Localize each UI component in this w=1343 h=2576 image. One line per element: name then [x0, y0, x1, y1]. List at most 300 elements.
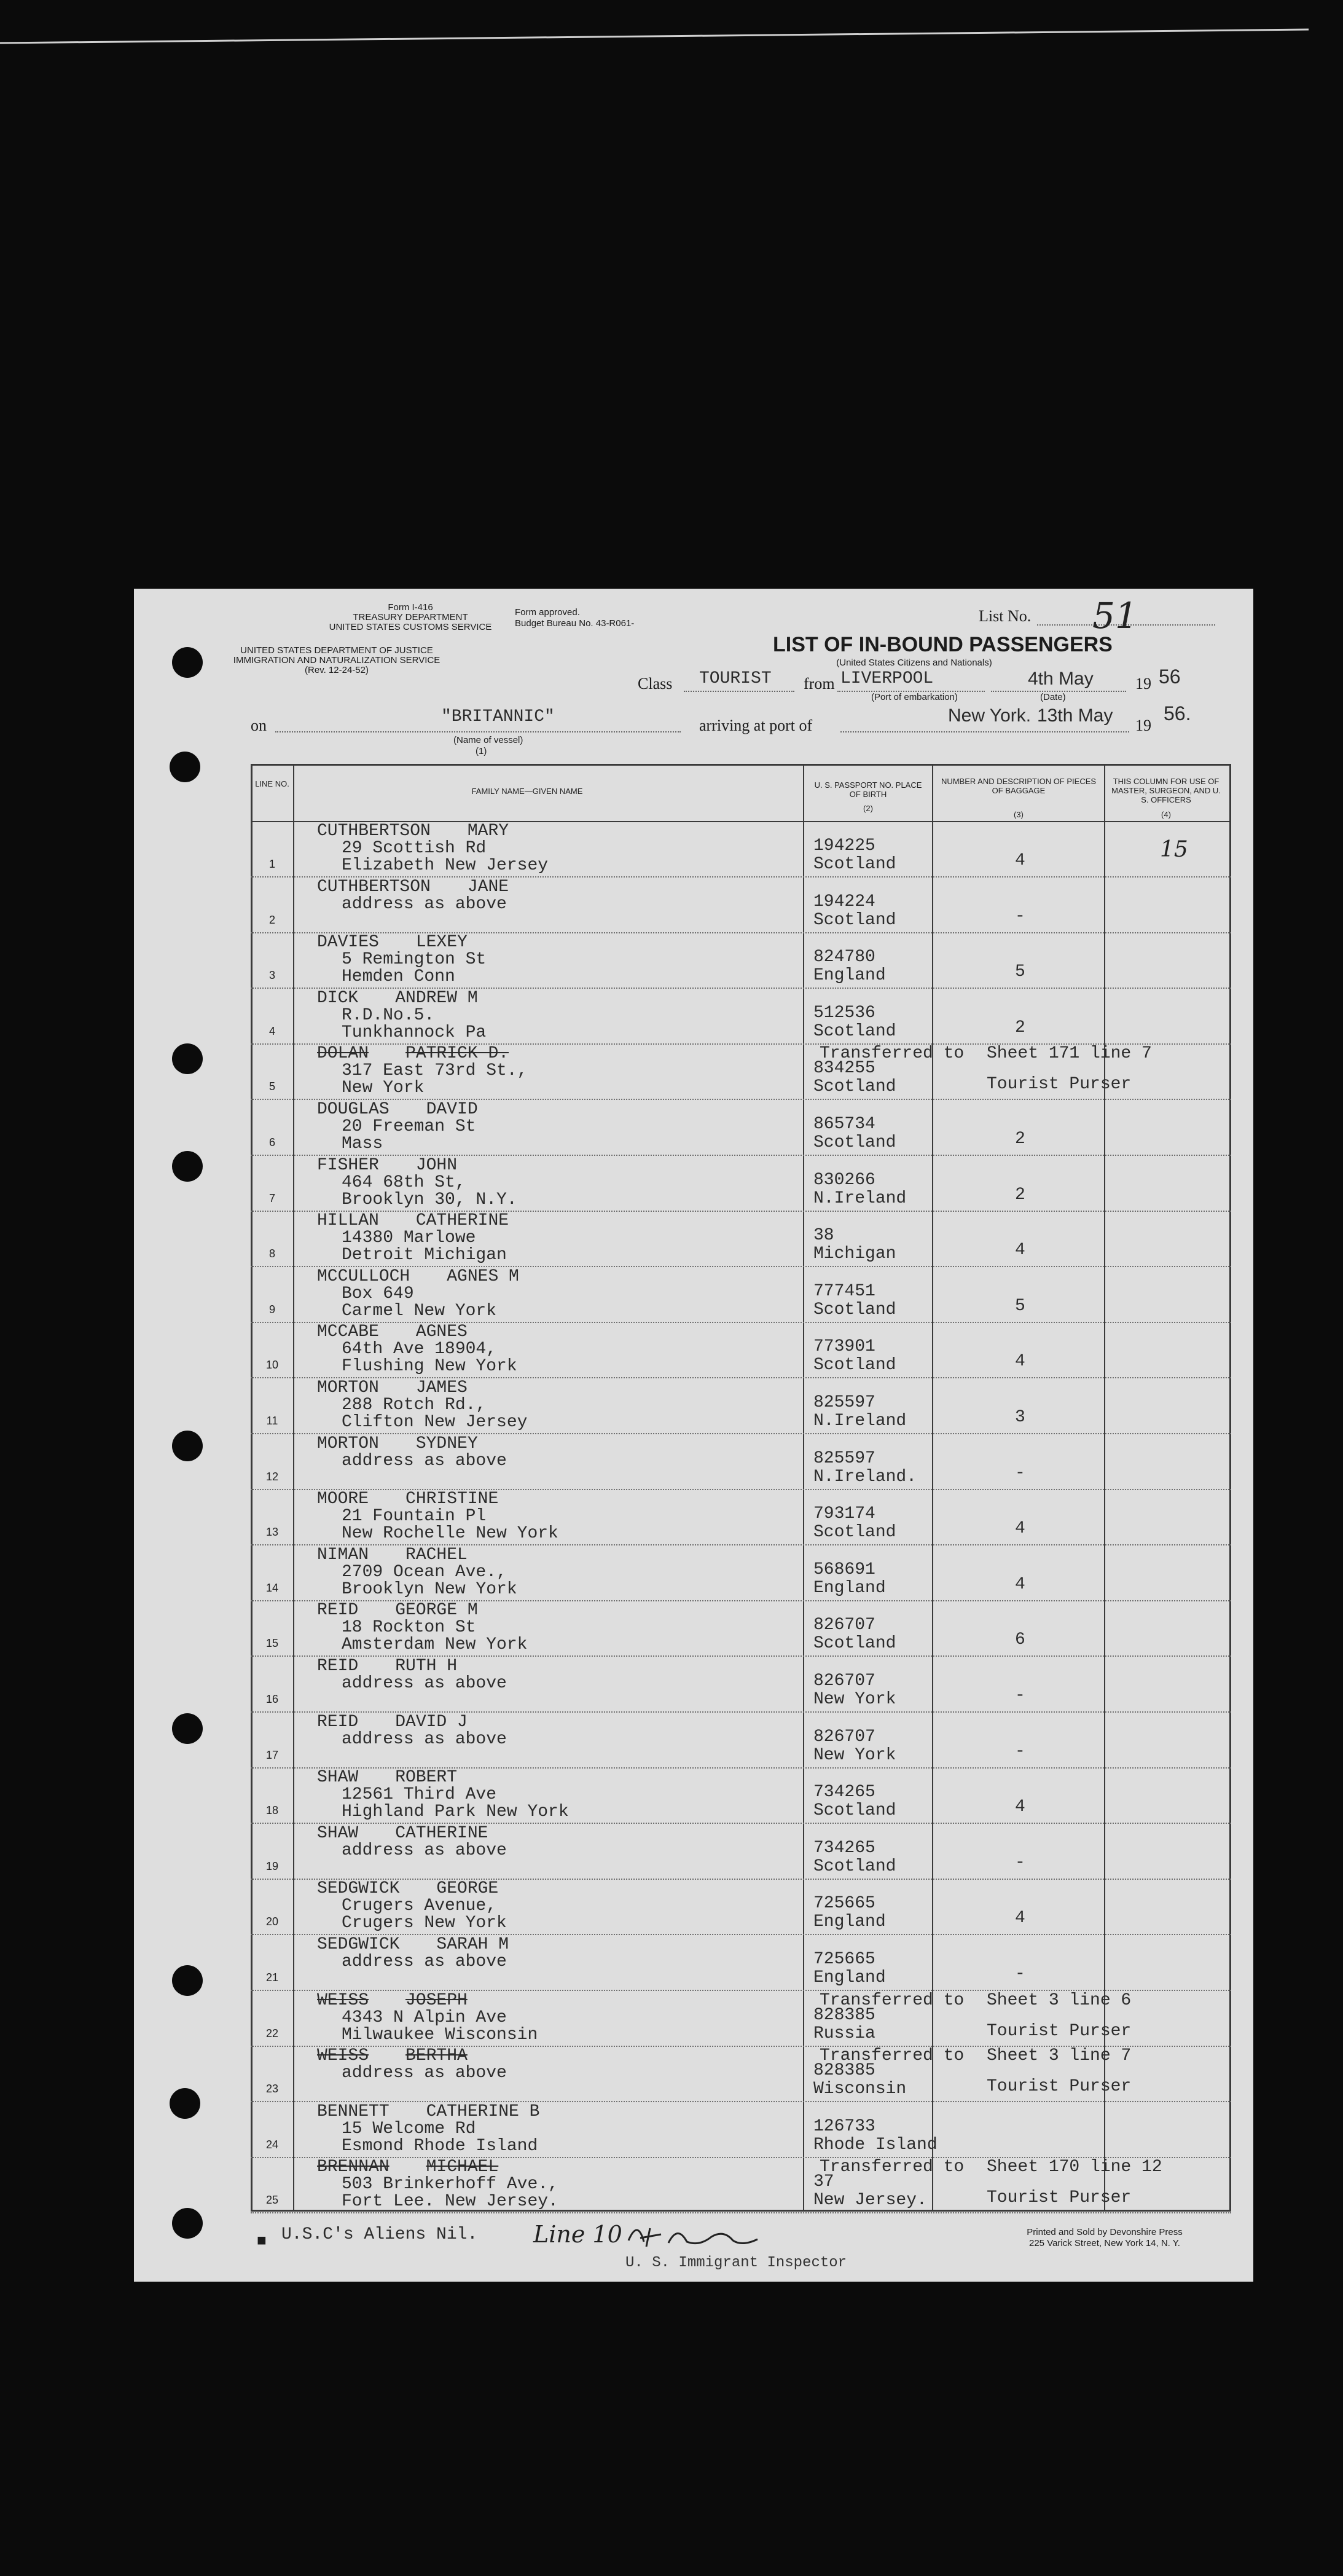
- transfer-note: Transferred to: [820, 1044, 965, 1064]
- family-name: REID: [317, 1712, 359, 1732]
- given-name: SYDNEY: [415, 1434, 478, 1453]
- baggage-count: 5: [1015, 962, 1025, 982]
- header-officers: THIS COLUMN FOR USE OF MASTER, SURGEON, AND U. S. OFFICERS: [1111, 777, 1221, 804]
- table-row: [251, 1490, 1231, 1545]
- table-row: [251, 878, 1231, 933]
- table-row: [251, 1045, 1231, 1100]
- customs-service: UNITED STATES CUSTOMS SERVICE: [329, 622, 492, 632]
- arrival-date: 13th May: [1037, 705, 1113, 726]
- passenger-name: [317, 1212, 509, 1230]
- passport-number: 777451: [813, 1281, 875, 1301]
- departure-date: 4th May: [1028, 669, 1094, 689]
- table-row: [251, 1435, 1231, 1490]
- row-line-number: 3: [268, 969, 275, 982]
- table-row: [251, 1546, 1231, 1601]
- family-name: DOUGLAS: [317, 1100, 390, 1119]
- place-of-birth: Scotland: [813, 1300, 896, 1319]
- table-row: [251, 989, 1231, 1045]
- transfer-purser: Tourist Purser: [987, 2077, 1132, 2097]
- header-passport-num: (2): [863, 804, 873, 813]
- row-line-number: 25: [265, 2194, 279, 2207]
- punch-hole-icon: [172, 1965, 203, 1996]
- passport-number: 194224: [813, 892, 875, 911]
- address-line-2: Milwaukee Wisconsin: [342, 2025, 538, 2044]
- passport-number: 826707: [813, 1727, 875, 1746]
- baggage-count: 4: [1015, 851, 1025, 870]
- page-title: LIST OF IN-BOUND PASSENGERS: [773, 633, 1113, 656]
- table-row: [251, 1101, 1231, 1156]
- family-name: BENNETT: [317, 2102, 390, 2121]
- address-line-1: address as above: [342, 1952, 507, 1971]
- baggage-count: 4: [1015, 1574, 1025, 1594]
- address-line-2: Highland Park New York: [342, 1802, 569, 1822]
- row-line-number: 13: [265, 1526, 279, 1539]
- family-name: REID: [317, 1601, 359, 1620]
- table-row: [251, 2047, 1231, 2102]
- passenger-name: [317, 933, 468, 952]
- given-name: CATHERINE: [395, 1823, 488, 1843]
- address-line-1: 464 68th St,: [342, 1172, 466, 1192]
- table-row: [251, 2158, 1231, 2213]
- punch-hole-icon: [172, 1431, 203, 1461]
- baggage-count: 4: [1015, 1909, 1025, 1928]
- given-name: ROBERT: [395, 1768, 458, 1788]
- transfer-note: Transferred to: [820, 2046, 965, 2066]
- table-row: [251, 1212, 1231, 1267]
- baggage-count: 4: [1015, 1797, 1025, 1817]
- address-line-2: Esmond Rhode Island: [342, 2136, 538, 2156]
- vessel-name: "BRITANNIC": [441, 707, 555, 726]
- transfer-purser: Tourist Purser: [987, 2021, 1132, 2041]
- passport-number: 828385: [813, 2061, 875, 2081]
- address-line-2: Carmel New York: [342, 1301, 497, 1321]
- treasury-dept: TREASURY DEPARTMENT: [353, 612, 468, 622]
- family-name: WEISS: [317, 1990, 369, 2010]
- departure-year: 56: [1159, 666, 1181, 688]
- address-line-1: 29 Scottish Rd: [342, 839, 487, 858]
- passport-number: 512536: [813, 1003, 875, 1023]
- embark-note: (Port of embarkation): [871, 692, 958, 702]
- row-line-number: 17: [265, 1748, 279, 1761]
- passport-number: 126733: [813, 2116, 875, 2136]
- passport-number: 725665: [813, 1950, 875, 1969]
- family-name: WEISS: [317, 2046, 369, 2066]
- family-name: SHAW: [317, 1823, 359, 1843]
- given-name: CHRISTINE: [405, 1490, 499, 1509]
- given-name: BERTHA: [405, 2046, 468, 2066]
- vessel-col-number: (1): [476, 746, 487, 756]
- printer-line-2: 225 Varick Street, New York 14, N. Y.: [1029, 2238, 1180, 2248]
- from-label: from: [804, 675, 835, 693]
- row-line-number: 7: [268, 1192, 275, 1204]
- address-line-1: 18 Rockton St: [342, 1618, 476, 1638]
- arriving-label: arriving at port of: [699, 717, 813, 734]
- transfer-note: Transferred to: [820, 2158, 965, 2177]
- passenger-name: [317, 2103, 539, 2121]
- place-of-birth: England: [813, 1578, 886, 1598]
- given-name: DAVID J: [395, 1712, 468, 1732]
- address-line-2: Fort Lee. New Jersey.: [342, 2192, 558, 2212]
- year-prefix-depart: 19: [1135, 675, 1151, 693]
- address-line-1: Box 649: [342, 1284, 414, 1303]
- passenger-name: [317, 1657, 457, 1676]
- list-no-label: List No.: [979, 607, 1032, 625]
- table-row: [251, 1323, 1231, 1378]
- passport-number: 830266: [813, 1170, 875, 1190]
- address-line-2: Brooklyn 30, N.Y.: [342, 1190, 517, 1209]
- address-line-1: 20 Freeman St: [342, 1117, 476, 1136]
- baggage-count: 5: [1015, 1296, 1025, 1316]
- inspector-signature-icon: [625, 2216, 761, 2253]
- place-of-birth: Scotland: [813, 1356, 896, 1375]
- address-line-2: Hemden Conn: [342, 967, 455, 987]
- row-line-number: 24: [265, 2138, 279, 2151]
- address-line-2: Elizabeth New Jersey: [342, 856, 549, 875]
- address-line-2: New Rochelle New York: [342, 1524, 558, 1544]
- passenger-name: [317, 878, 509, 897]
- passport-number: 865734: [813, 1115, 875, 1134]
- baggage-count: 2: [1015, 1018, 1025, 1037]
- given-name: AGNES M: [447, 1266, 519, 1286]
- given-name: RACHEL: [405, 1545, 468, 1565]
- transfer-sheet: Sheet 3 line 6: [987, 1990, 1132, 2010]
- row-line-number: 21: [265, 1971, 279, 1984]
- passenger-name: [317, 1435, 478, 1453]
- class-value: TOURIST: [699, 669, 772, 688]
- address-line-1: 12561 Third Ave: [342, 1785, 497, 1805]
- punch-hole-icon: [172, 2208, 203, 2239]
- given-name: GEORGE: [436, 1879, 499, 1899]
- family-name: MORTON: [317, 1434, 379, 1453]
- baggage-count: -: [1015, 1853, 1025, 1872]
- address-line-1: R.D.No.5.: [342, 1005, 435, 1025]
- passenger-name: [317, 1601, 478, 1620]
- header-line-no: LINE NO.: [255, 779, 289, 788]
- passport-number: 38: [813, 1226, 834, 1246]
- table-row: [251, 1936, 1231, 1991]
- passenger-name: [317, 1490, 498, 1509]
- place-of-birth: N.Ireland.: [813, 1467, 917, 1486]
- passenger-name: [317, 1546, 468, 1565]
- form-number: Form I-416: [388, 602, 433, 613]
- aliens-marker-icon: ■: [257, 2231, 267, 2249]
- table-row: [251, 822, 1231, 878]
- address-line-2: Flushing New York: [342, 1357, 517, 1376]
- passenger-name: [317, 1936, 509, 1954]
- table-row: [251, 1769, 1231, 1824]
- given-name: PATRICK D.: [405, 1044, 509, 1064]
- passenger-name: [317, 1880, 498, 1898]
- passport-number: 828385: [813, 2005, 875, 2025]
- passenger-name: [317, 1101, 478, 1119]
- table-row: [251, 1156, 1231, 1212]
- place-of-birth: Scotland: [813, 910, 896, 930]
- family-name: CUTHBERTSON: [317, 877, 431, 897]
- address-line-2: Detroit Michigan: [342, 1246, 507, 1265]
- row-line-number: 11: [266, 1415, 278, 1427]
- given-name: GEORGE M: [395, 1601, 478, 1620]
- row-line-number: 18: [265, 1804, 279, 1817]
- place-of-birth: Scotland: [813, 1021, 896, 1041]
- given-name: SARAH M: [436, 1935, 509, 1954]
- baggage-count: -: [1015, 1686, 1025, 1705]
- baggage-count: 2: [1015, 1185, 1025, 1204]
- header-name: FAMILY NAME—GIVEN NAME: [471, 787, 583, 796]
- address-line-1: 14380 Marlowe: [342, 1228, 476, 1248]
- manifest-page: [134, 589, 1253, 2282]
- punch-hole-icon: [172, 1043, 203, 1074]
- passport-number: 568691: [813, 1560, 875, 1579]
- table-row: [251, 1992, 1231, 2047]
- given-name: JAMES: [415, 1378, 468, 1397]
- family-name: MOORE: [317, 1490, 369, 1509]
- row-line-number: 10: [265, 1359, 279, 1372]
- place-of-birth: N.Ireland: [813, 1188, 907, 1208]
- place-of-birth: Russia: [813, 2024, 875, 2043]
- row-line-number: 1: [268, 858, 275, 870]
- address-line-1: address as above: [342, 1840, 507, 1860]
- punch-hole-icon: [170, 752, 200, 782]
- class-label: Class: [638, 675, 673, 693]
- top-scan-edge-line: [0, 25, 1343, 49]
- address-line-1: 317 East 73rd St.,: [342, 1061, 528, 1081]
- vessel-note: (Name of vessel): [453, 735, 523, 745]
- address-line-1: Crugers Avenue,: [342, 1896, 497, 1916]
- punch-hole-icon: [172, 1151, 203, 1182]
- justice-dept: UNITED STATES DEPARTMENT OF JUSTICE: [240, 645, 433, 656]
- row-line-number: 6: [268, 1136, 275, 1149]
- given-name: LEXEY: [415, 933, 468, 952]
- row-divider: [251, 2212, 1231, 2213]
- row-line-number: 14: [265, 1581, 279, 1594]
- place-of-birth: Wisconsin: [813, 2079, 907, 2099]
- header-officers-num: (4): [1161, 810, 1171, 819]
- transfer-sheet: Sheet 171 line 7: [987, 1044, 1152, 1064]
- place-of-birth: Scotland: [813, 1077, 896, 1097]
- baggage-count: -: [1015, 906, 1025, 926]
- address-line-1: 503 Brinkerhoff Ave.,: [342, 2175, 558, 2194]
- passenger-name: [317, 1045, 509, 1063]
- address-line-2: Mass: [342, 1134, 383, 1153]
- table-row: [251, 1657, 1231, 1713]
- row-line-number: 12: [265, 1470, 279, 1483]
- place-of-birth: Scotland: [813, 1523, 896, 1542]
- header-baggage-num: (3): [1014, 810, 1024, 819]
- family-name: SHAW: [317, 1768, 359, 1788]
- date-note: (Date): [1040, 692, 1066, 702]
- given-name: JOSEPH: [405, 1990, 468, 2010]
- table-row: [251, 1824, 1231, 1880]
- row-line-number: 22: [265, 2027, 279, 2040]
- passenger-name: [317, 1824, 488, 1843]
- given-name: RUTH H: [395, 1657, 458, 1676]
- officer-note: 15: [1160, 837, 1188, 862]
- baggage-count: 2: [1015, 1129, 1025, 1149]
- address-line-1: address as above: [342, 1451, 507, 1471]
- address-line-1: address as above: [342, 1729, 507, 1749]
- family-name: MCCABE: [317, 1322, 379, 1342]
- transfer-sheet: Sheet 170 line 12: [987, 2158, 1162, 2177]
- table-row: [251, 2103, 1231, 2158]
- punch-hole-icon: [170, 2088, 200, 2119]
- family-name: DOLAN: [317, 1044, 369, 1064]
- passenger-name: [317, 989, 478, 1008]
- header-baggage: NUMBER AND DESCRIPTION OF PIECES OF BAGGAGE: [941, 777, 1097, 795]
- place-of-birth: N.Ireland: [813, 1412, 907, 1431]
- passenger-name: [317, 1992, 468, 2010]
- address-line-1: 64th Ave 18904,: [342, 1340, 497, 1359]
- passport-number: 834255: [813, 1059, 875, 1078]
- place-of-birth: Rhode Island: [813, 2135, 938, 2154]
- passport-number: 826707: [813, 1671, 875, 1690]
- place-of-birth: England: [813, 1912, 886, 1932]
- row-line-number: 16: [265, 1693, 279, 1705]
- family-name: SEDGWICK: [317, 1935, 400, 1954]
- given-name: MICHAEL: [426, 2158, 499, 2177]
- given-name: CATHERINE: [415, 1211, 509, 1231]
- family-name: DAVIES: [317, 933, 379, 952]
- passenger-name: [317, 1268, 519, 1286]
- family-name: HILLAN: [317, 1211, 379, 1231]
- place-of-birth: Scotland: [813, 1634, 896, 1654]
- passenger-name: [317, 822, 509, 841]
- address-line-1: 5 Remington St: [342, 950, 487, 970]
- row-line-number: 9: [268, 1303, 275, 1316]
- given-name: MARY: [467, 822, 509, 841]
- form-approved: Form approved.: [515, 607, 580, 618]
- row-line-number: 2: [268, 913, 275, 926]
- family-name: REID: [317, 1657, 359, 1676]
- punch-hole-icon: [172, 647, 203, 678]
- passport-number: 725665: [813, 1894, 875, 1914]
- passenger-name: [317, 1713, 468, 1732]
- arrival-year: 56.: [1164, 702, 1191, 724]
- passport-number: 826707: [813, 1616, 875, 1635]
- given-name: ANDREW M: [395, 988, 478, 1008]
- line-note: Line 10: [533, 2221, 622, 2248]
- address-line-2: Clifton New Jersey: [342, 1413, 528, 1432]
- address-line-1: address as above: [342, 894, 507, 914]
- passenger-name: [317, 1323, 468, 1341]
- baggage-count: 4: [1015, 1352, 1025, 1372]
- family-name: FISHER: [317, 1155, 379, 1175]
- family-name: DICK: [317, 988, 359, 1008]
- year-prefix-arrive: 19: [1135, 717, 1151, 734]
- row-line-number: 20: [265, 1915, 279, 1928]
- transfer-purser: Tourist Purser: [987, 1075, 1132, 1094]
- passenger-name: [317, 1769, 457, 1787]
- place-of-birth: Michigan: [813, 1244, 896, 1264]
- address-line-2: Brooklyn New York: [342, 1579, 517, 1599]
- passport-number: 773901: [813, 1337, 875, 1357]
- passport-number: 194225: [813, 836, 875, 855]
- row-line-number: 5: [268, 1080, 275, 1093]
- address-line-1: address as above: [342, 1674, 507, 1693]
- given-name: CATHERINE B: [426, 2102, 540, 2121]
- address-line-2: Amsterdam New York: [342, 1635, 528, 1655]
- table-row: [251, 933, 1231, 989]
- row-line-number: 8: [268, 1247, 275, 1260]
- row-line-number: 15: [265, 1637, 279, 1650]
- family-name: SEDGWICK: [317, 1879, 400, 1899]
- passenger-name: [317, 1156, 457, 1175]
- family-name: BRENNAN: [317, 2158, 390, 2177]
- baggage-count: 6: [1015, 1630, 1025, 1650]
- given-name: JOHN: [415, 1155, 458, 1175]
- baggage-count: -: [1015, 1742, 1025, 1761]
- family-name: MCCULLOCH: [317, 1266, 410, 1286]
- table-row: [251, 1268, 1231, 1323]
- baggage-count: 3: [1015, 1408, 1025, 1427]
- address-line-1: 288 Rotch Rd.,: [342, 1396, 487, 1415]
- transfer-sheet: Sheet 3 line 7: [987, 2046, 1132, 2066]
- arrival-port: New York.: [948, 705, 1032, 726]
- address-line-2: New York: [342, 1078, 425, 1098]
- place-of-birth: New York: [813, 1745, 896, 1765]
- place-of-birth: New York: [813, 1690, 896, 1709]
- passport-number: 37: [813, 2172, 834, 2192]
- address-line-1: 2709 Ocean Ave.,: [342, 1562, 507, 1582]
- printer-line-1: Printed and Sold by Devonshire Press: [1027, 2227, 1183, 2237]
- place-of-birth: Scotland: [813, 1133, 896, 1152]
- passport-number: 734265: [813, 1838, 875, 1858]
- family-name: MORTON: [317, 1378, 379, 1397]
- baggage-count: -: [1015, 1965, 1025, 1984]
- address-line-1: 21 Fountain Pl: [342, 1507, 487, 1526]
- punch-hole-icon: [172, 1713, 203, 1744]
- passport-number: 824780: [813, 948, 875, 967]
- aliens-note: U.S.C's Aliens Nil.: [281, 2225, 478, 2244]
- place-of-birth: Scotland: [813, 855, 896, 874]
- page-subtitle: (United States Citizens and Nationals): [836, 658, 992, 668]
- passport-number: 793174: [813, 1504, 875, 1524]
- passport-number: 825597: [813, 1448, 875, 1468]
- family-name: NIMAN: [317, 1545, 369, 1565]
- passenger-name: [317, 2047, 468, 2065]
- place-of-birth: Scotland: [813, 1856, 896, 1876]
- given-name: JANE: [467, 877, 509, 897]
- place-of-birth: England: [813, 966, 886, 986]
- on-label: on: [251, 717, 267, 734]
- row-line-number: 23: [265, 2083, 279, 2095]
- given-name: DAVID: [426, 1100, 478, 1119]
- embark-port: LIVERPOOL: [840, 669, 934, 688]
- address-line-1: address as above: [342, 2064, 507, 2083]
- family-name: CUTHBERTSON: [317, 822, 431, 841]
- revision: (Rev. 12-24-52): [305, 665, 369, 675]
- transfer-note: Transferred to: [820, 1990, 965, 2010]
- given-name: AGNES: [415, 1322, 468, 1342]
- budget-bureau: Budget Bureau No. 43-R061-: [515, 618, 635, 629]
- table-row: [251, 1713, 1231, 1769]
- baggage-count: 4: [1015, 1241, 1025, 1260]
- passenger-name: [317, 2158, 498, 2177]
- row-line-number: 19: [265, 1859, 279, 1872]
- transfer-purser: Tourist Purser: [987, 2188, 1132, 2208]
- row-line-number: 4: [268, 1024, 275, 1037]
- passport-number: 825597: [813, 1393, 875, 1412]
- header-passport: U. S. PASSPORT NO. PLACE OF BIRTH: [814, 780, 922, 799]
- passenger-name: [317, 1379, 468, 1397]
- table-row: [251, 1379, 1231, 1434]
- list-number: 51: [1092, 595, 1138, 637]
- inspector-title: U. S. Immigrant Inspector: [625, 2255, 847, 2271]
- address-line-2: Crugers New York: [342, 1914, 507, 1933]
- place-of-birth: New Jersey.: [813, 2191, 927, 2210]
- immigration-service: IMMIGRATION AND NATURALIZATION SERVICE: [233, 655, 440, 666]
- place-of-birth: England: [813, 1968, 886, 1987]
- address-line-1: 15 Welcome Rd: [342, 2119, 476, 2138]
